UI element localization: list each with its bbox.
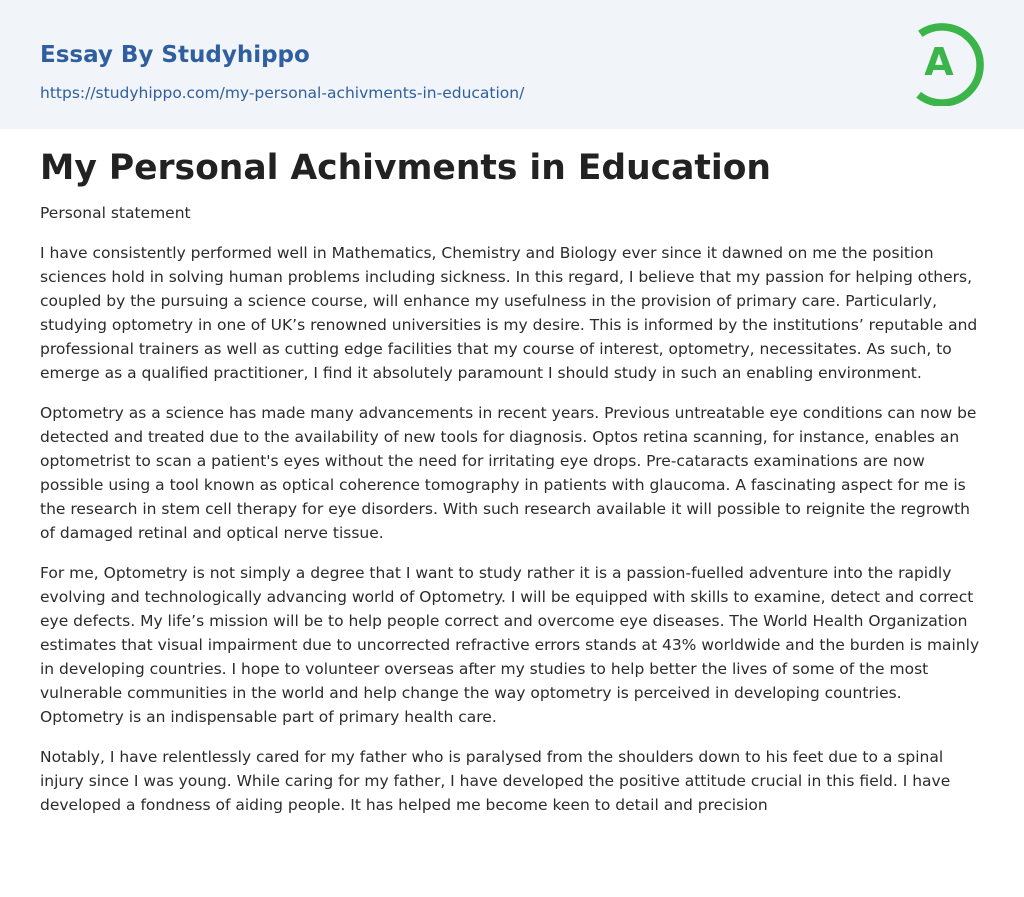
essay-content: [40, 145, 985, 817]
page-url-link[interactable]: https://studyhippo.com/my-personal-achivments-in-education/: [40, 84, 525, 102]
studyhippo-logo-icon[interactable]: [909, 18, 989, 106]
site-brand[interactable]: Essay By Studyhippo: [40, 42, 310, 68]
essay-paragraph: I have consistently performed well in Mathematics, Chemistry and Biology ever since it dawned on me the position sciences hold in solving human problems including sickness. In this regard, I believe that my passion for helping others, coupled by the pursuing a science course, will enhance my usefulness in the provision of primary care. Particularly, studying optometry in one of UK’s renowned universities is my desire. This is informed by the institutions’ reputable and professional trainers as well as cutting edge facilities that my course of interest, optometry, necessitates. As such, to emerge as a qualified practitioner, I find it absolutely paramount I should study in such an enabling environment.: [40, 244, 978, 382]
site-header: [0, 0, 1024, 129]
logo-letter: A: [924, 40, 954, 84]
essay-paragraph: Notably, I have relentlessly cared for my father who is paralysed from the shoulders down to his feet due to a spinal injury since I was young. While caring for my father, I have developed the positive attitude crucial in this field. I have developed a fondness of aiding people. It has helped me become keen to detail and precision: [40, 748, 951, 814]
essay-subtitle: Personal statement: [40, 204, 191, 222]
page-title: My Personal Achivments in Education: [40, 148, 771, 188]
essay-paragraph: Optometry as a science has made many advancements in recent years. Previous untreatable eye conditions can now be detected and treated due to the availability of new tools for diagnosis. Optos retina scanning, for instance, enables an optometrist to scan a patient's eyes without the need for irritating eye drops. Pre-cataracts examinations are now possible using a tool known as optical coherence tomography in patients with glaucoma. A fascinating aspect for me is the research in stem cell therapy for eye disorders. With such research available it will possible to reignite the regrowth of damaged retinal and optical nerve tissue.: [40, 404, 977, 542]
essay-paragraph: For me, Optometry is not simply a degree that I want to study rather it is a passion-fuelled adventure into the rapidly evolving and technologically advancing world of Optometry. I will be equipped with skills to examine, detect and correct eye defects. My life’s mission will be to help people correct and overcome eye diseases. The World Health Organization estimates that visual impairment due to uncorrected refractive errors stands at 43% worldwide and the burden is mainly in developing countries. I hope to volunteer overseas after my studies to help better the lives of some of the most vulnerable communities in the world and help change the way optometry is perceived in developing countries. Optometry is an indispensable part of primary health care.: [40, 564, 980, 726]
